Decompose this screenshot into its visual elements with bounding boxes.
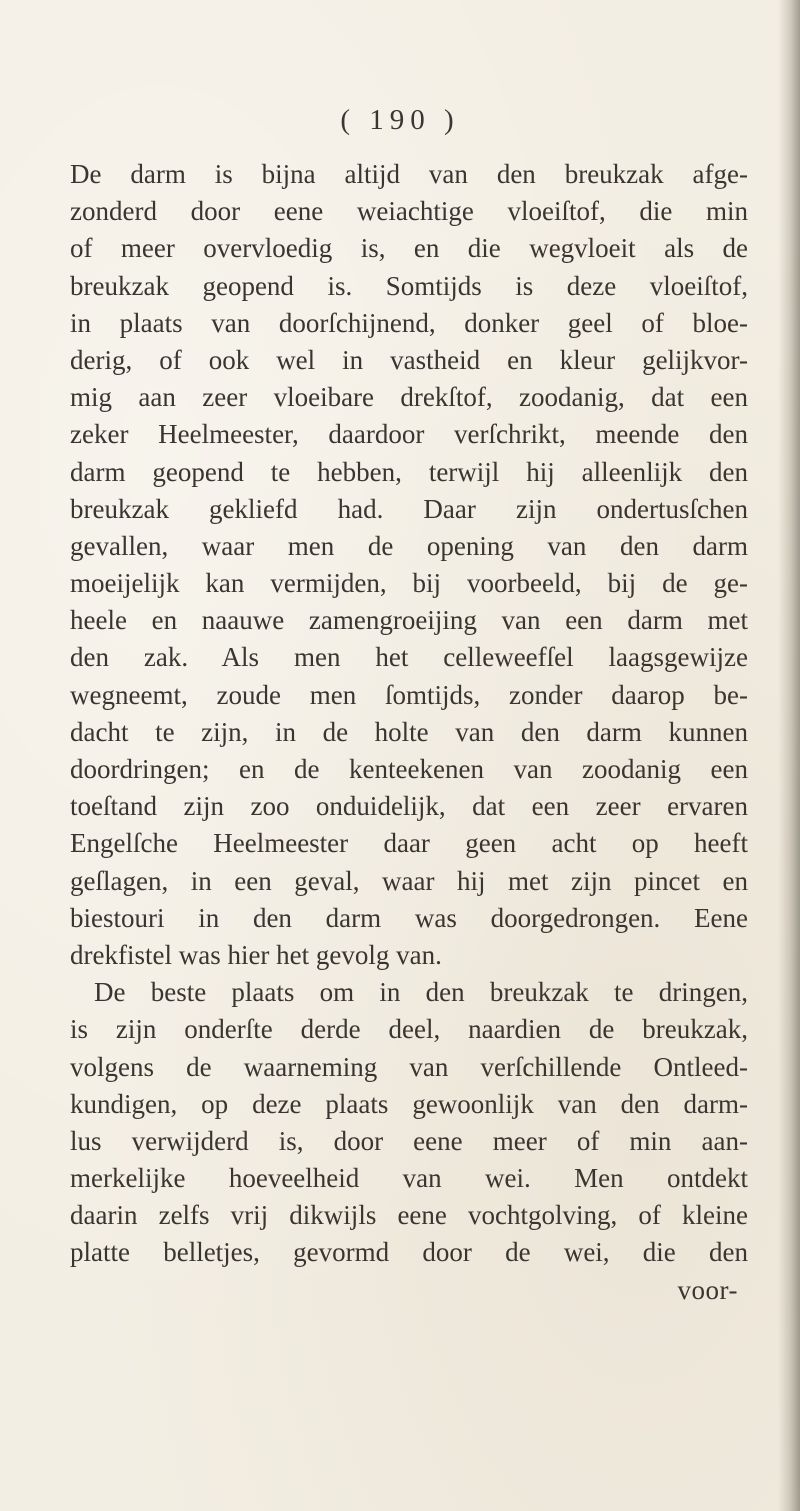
page-edge-shadow: [778, 0, 800, 1511]
text-line: Engelſche Heelmeester daar geen acht op heeft: [70, 828, 748, 859]
text-line: volgens de waarneming van verſchillende Ontleed-: [70, 1051, 748, 1082]
text-line: darm geopend te hebben, terwijl hij alleenlijk den: [70, 456, 748, 487]
text-line: wegneemt, zoude men ſomtijds, zonder daarop be-: [70, 679, 748, 710]
text-line: den zak. Als men het celleweefſel laagsgewijze: [70, 642, 748, 673]
body-text: [70, 156, 748, 1309]
text-line: derig, of ook wel in vastheid en kleur gelijkvor-: [70, 344, 748, 375]
text-line: kundigen, op deze plaats gewoonlijk van den darm-: [70, 1088, 748, 1119]
text-line: De darm is bijna altijd van den breukzak afge-: [70, 159, 748, 189]
text-line: breukzak geopend is. Somtijds is deze vloeiſtof,: [70, 270, 748, 301]
text-line: geſlagen, in een geval, waar hij met zijn pincet en: [70, 865, 748, 896]
text-line: is zijn onderſte derde deel, naardien de breukzak,: [70, 1014, 748, 1045]
text-line: moeijelijk kan vermijden, bij voorbeeld, bij de ge-: [70, 568, 748, 599]
text-line: heele en naauwe zamengroeijing van een darm met: [70, 605, 748, 636]
text-line: mig aan zeer vloeibare drekſtof, zoodanig, dat een: [70, 382, 748, 413]
text-line: zeker Heelmeester, daardoor verſchrikt, meende den: [70, 419, 748, 450]
page-number: ( 190 ): [340, 104, 460, 136]
text-line: dacht te zijn, in de holte van den darm kunnen: [70, 716, 748, 747]
text-line: breukzak gekliefd had. Daar zijn ondertusſchen: [70, 493, 748, 524]
catchword: voor-: [677, 1274, 738, 1305]
text-line: zonderd door eene weiachtige vloeiſtof, die min: [70, 196, 748, 227]
text-line: merkelijke hoeveelheid van wei. Men ontdekt: [70, 1163, 748, 1194]
text-line: platte belletjes, gevormd door de wei, die den: [70, 1237, 748, 1268]
text-line: biestouri in den darm was doorgedrongen. Eene: [70, 902, 748, 933]
text-line: daarin zelfs vrij dikwijls eene vochtgolving, of kleine: [70, 1200, 748, 1231]
text-line: lus verwijderd is, door eene meer of min aan-: [70, 1125, 748, 1156]
text-line: gevallen, waar men de opening van den darm: [70, 530, 748, 561]
text-line: of meer overvloedig is, en die wegvloeit als de: [70, 233, 748, 264]
text-line: De beste plaats om in den breukzak te dringen,: [94, 977, 748, 1008]
text-line: doordringen; en de kenteekenen van zoodanig een: [70, 754, 748, 784]
text-line: toeſtand zijn zoo onduidelijk, dat een zeer ervaren: [70, 791, 748, 822]
text-line: drekfistel was hier het gevolg van.: [70, 939, 442, 970]
text-line: in plaats van doorſchijnend, donker geel of bloe-: [70, 307, 748, 338]
